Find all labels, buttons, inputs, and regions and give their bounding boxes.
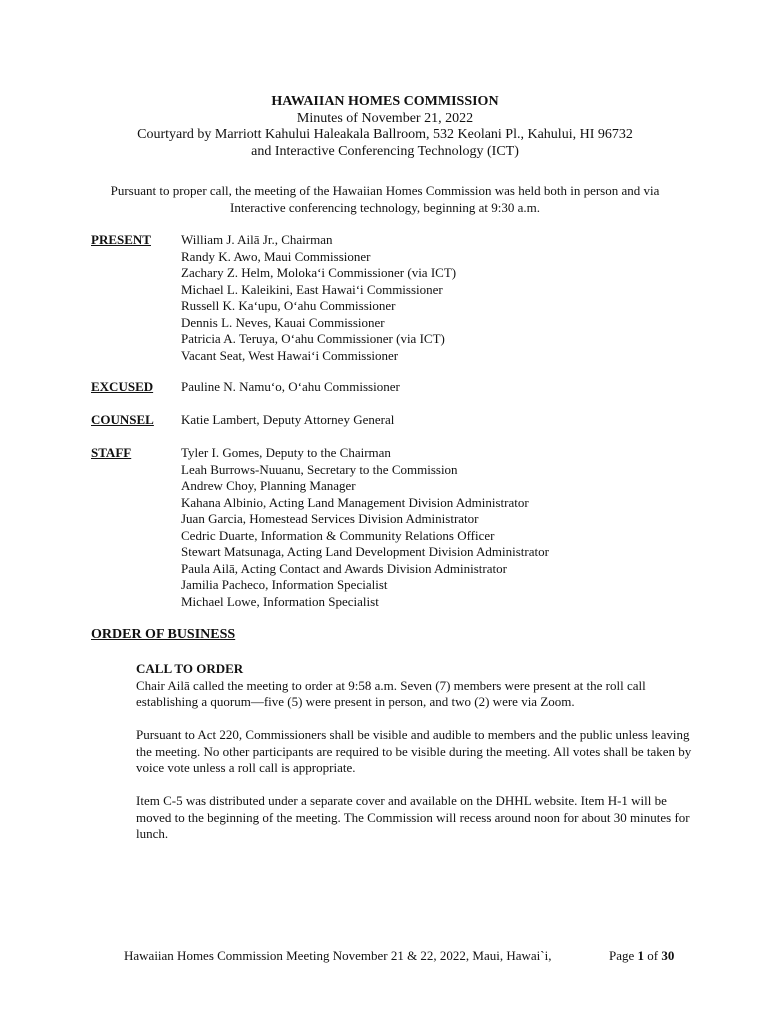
agenda-note-paragraph: Item C-5 was distributed under a separate cover and available on the DHHL website. Item H-1 will be moved to the beginning of the meeting. The Commission will recess around noon for about 30 minutes for lunch. [136, 793, 690, 841]
list-item: Vacant Seat, West Hawaiʻi Commissioner [181, 347, 399, 363]
list-item: Patricia A. Teruya, Oʻahu Commissioner (via ICT) [181, 331, 445, 346]
list-item: Juan Garcia, Homestead Services Division Administrator [181, 511, 479, 526]
list-item: Pauline N. Namuʻo, Oʻahu Commissioner [181, 379, 400, 394]
page-total: 30 [661, 948, 675, 963]
present-label: PRESENT [91, 232, 151, 247]
meeting-location: Courtyard by Marriott Kahului Haleakala Ballroom, 532 Keolani Pl., Kahului, HI 96732 [137, 127, 633, 142]
staff-label: STAFF [91, 445, 132, 460]
list-item: Tyler I. Gomes, Deputy to the Chairman [181, 445, 391, 460]
list-item: Stewart Matsunaga, Acting Land Development Division Administrator [181, 544, 549, 559]
present-list [181, 232, 701, 364]
list-item: Andrew Choy, Planning Manager [181, 478, 356, 493]
meeting-location-ict: and Interactive Conferencing Technology (ICT) [251, 143, 519, 159]
list-item: Dennis L. Neves, Kauai Commissioner [181, 314, 385, 330]
document-header [0, 94, 770, 160]
list-item: Randy K. Awo, Maui Commissioner [181, 248, 371, 264]
intro-paragraph: Pursuant to proper call, the meeting of the Hawaiian Homes Commission was held both in person and via Interactive conferencing technology, beginning at 9:30 a.m. [110, 183, 660, 215]
list-item: William J. Ailā Jr., Chairman [181, 232, 333, 247]
act-220-paragraph: Pursuant to Act 220, Commissioners shall be visible and audible to members and the public unless leaving the meeting. No other participants are required to be visible during the meeting. All votes shall be taken by voice vote unless a roll call is appropriate. [136, 727, 692, 775]
list-item: Russell K. Kaʻupu, Oʻahu Commissioner [181, 298, 396, 313]
counsel-list [181, 412, 701, 429]
of-word: of [647, 948, 659, 963]
commission-title: HAWAIIAN HOMES COMMISSION [271, 94, 499, 109]
order-of-business-heading: ORDER OF BUSINESS [91, 627, 236, 642]
excused-list [181, 379, 701, 396]
call-to-order-block [136, 661, 696, 711]
list-item: Leah Burrows-Nuuanu, Secretary to the Commission [181, 461, 458, 477]
counsel-label: COUNSEL [91, 412, 154, 427]
footer-meeting-text: Hawaiian Homes Commission Meeting November 21 & 22, 2022, Maui, Hawai`i, [124, 948, 552, 963]
list-item: Kahana Albinio, Acting Land Management Division Administrator [181, 494, 529, 510]
list-item: Katie Lambert, Deputy Attorney General [181, 412, 395, 427]
excused-label: EXCUSED [91, 379, 154, 394]
list-item: Cedric Duarte, Information & Community Relations Officer [181, 527, 495, 543]
page-current: 1 [637, 948, 645, 963]
list-item: Jamilia Pacheco, Information Specialist [181, 577, 388, 592]
page-word: Page [609, 948, 635, 963]
footer-page-number [609, 948, 674, 965]
staff-list [181, 445, 701, 610]
list-item: Paula Ailā, Acting Contact and Awards Division Administrator [181, 560, 507, 576]
minutes-date: Minutes of November 21, 2022 [296, 110, 474, 126]
list-item: Michael L. Kaleikini, East Hawaiʻi Commissioner [181, 281, 443, 297]
call-to-order-heading: CALL TO ORDER [136, 661, 244, 676]
list-item: Zachary Z. Helm, Molokaʻi Commissioner (via ICT) [181, 265, 457, 280]
call-to-order-paragraph: Chair Ailā called the meeting to order at 9:58 a.m. Seven (7) members were present at the roll call establishing a quorum—five (5) were present in person, and two (2) were via Zoom. [136, 677, 646, 709]
list-item: Michael Lowe, Information Specialist [181, 593, 379, 609]
